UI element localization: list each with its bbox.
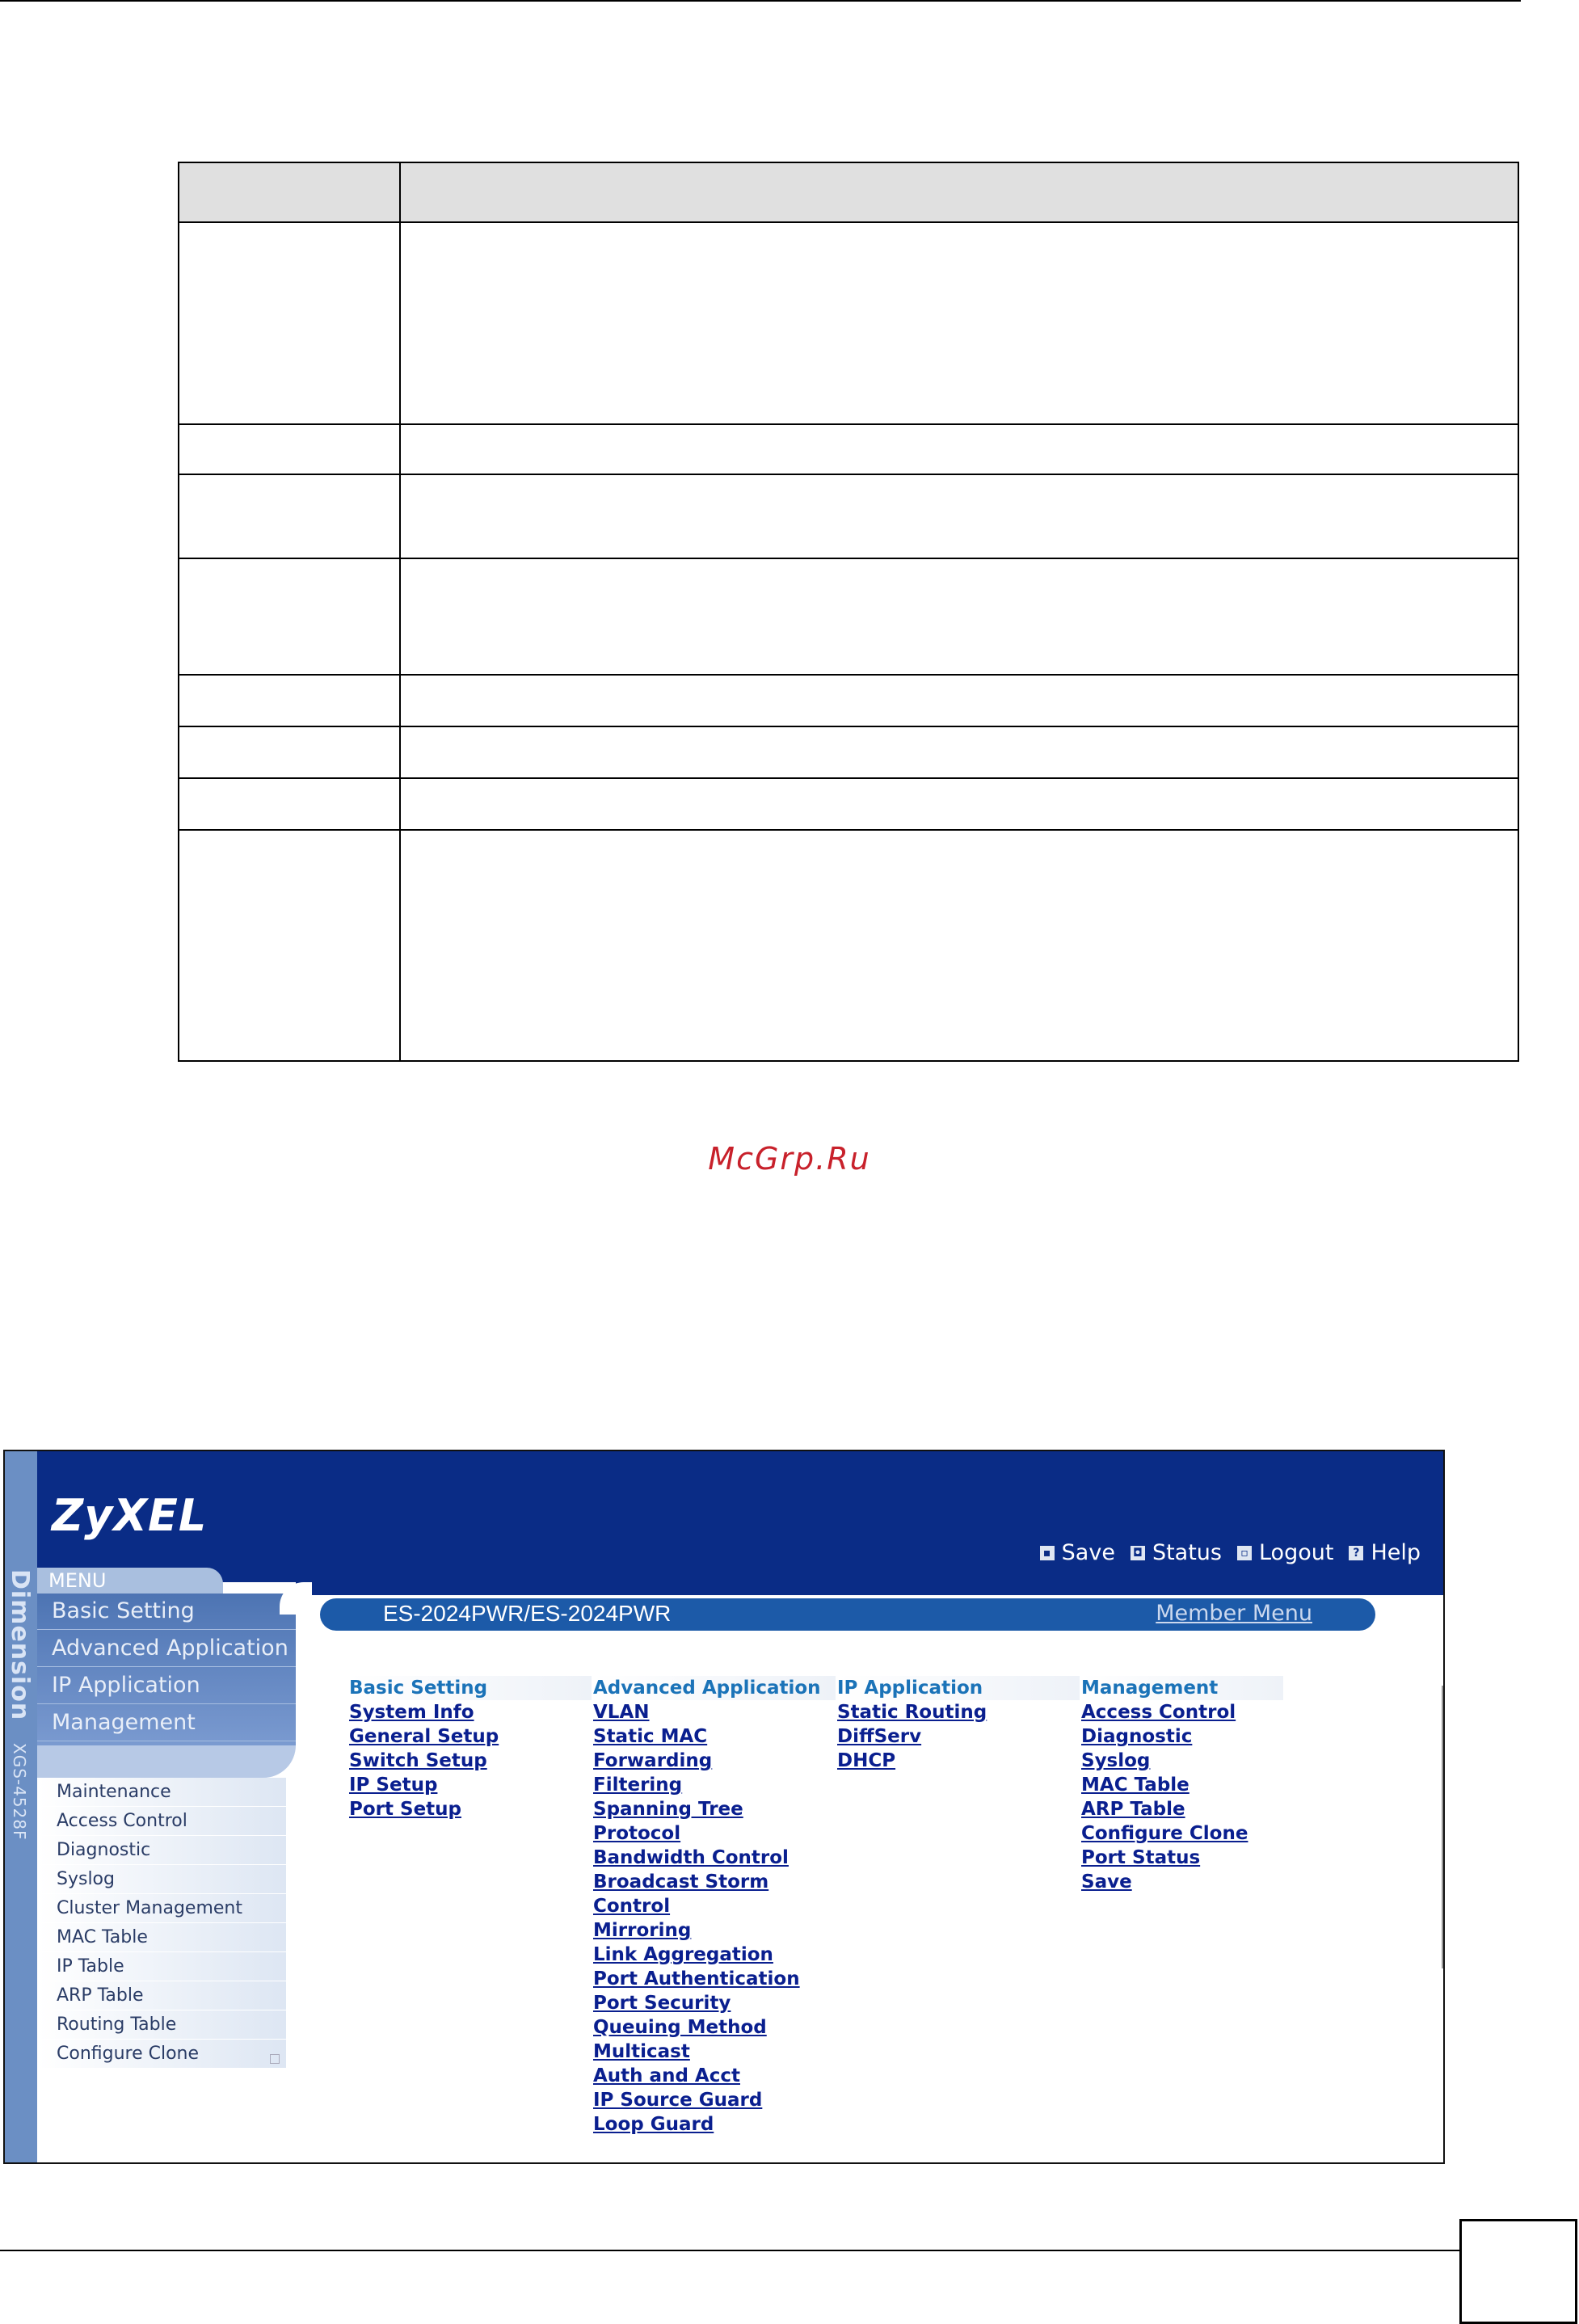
zyxel-logo: ZyXEL [52,1490,208,1541]
resize-grip-icon [270,2054,280,2064]
link-ip-setup[interactable]: IP Setup [349,1775,438,1796]
column-management [1081,1676,1283,1894]
column-advanced-application [593,1676,836,2137]
status-icon: ◘ [1130,1545,1146,1561]
link-dhcp[interactable]: DHCP [837,1750,896,1771]
column-heading: IP Application [837,1676,1080,1700]
web-configurator-screenshot [3,1450,1445,2164]
link-broadcast-storm[interactable]: Broadcast Storm [593,1871,769,1892]
table-row-divider [179,423,1518,425]
help-link[interactable]: ? Help [1348,1540,1421,1565]
link-bandwidth-control[interactable]: Bandwidth Control [593,1847,789,1868]
link-loop-guard[interactable]: Loop Guard [593,2114,714,2135]
content-corner [280,1582,312,1615]
link-syslog[interactable]: Syslog [1081,1750,1151,1771]
link-static-mac[interactable]: Static MAC [593,1726,708,1747]
link-port-authentication[interactable]: Port Authentication [593,1968,800,1989]
link-switch-setup[interactable]: Switch Setup [349,1750,487,1771]
link-port-status[interactable]: Port Status [1081,1847,1201,1868]
link-protocol[interactable]: Protocol [593,1823,681,1844]
help-icon: ? [1348,1545,1364,1561]
submenu-item[interactable]: Cluster Management [39,1894,286,1923]
link-link-aggregation[interactable]: Link Aggregation [593,1944,773,1965]
link-ip-source-guard[interactable]: IP Source Guard [593,2090,763,2111]
top-links [1039,1540,1421,1565]
column-ip-application [837,1676,1080,1773]
logout-link[interactable]: ▫ Logout [1236,1540,1333,1565]
submenu-item[interactable]: Configure Clone [39,2040,286,2069]
logout-icon: ▫ [1236,1545,1253,1561]
table-row-divider [179,777,1518,779]
product-vertical-label [8,1569,34,1840]
submenu-item[interactable]: Syslog [39,1865,286,1894]
menu-advanced-application[interactable]: Advanced Application [37,1631,296,1667]
table-row-divider [179,829,1518,831]
link-filtering[interactable]: Filtering [593,1775,683,1796]
column-heading: Management [1081,1676,1283,1700]
content-top-band [296,1582,1443,1595]
right-divider [1442,1686,1443,1968]
status-link[interactable]: ◘ Status [1130,1540,1222,1565]
link-auth-and-acct[interactable]: Auth and Acct [593,2065,740,2086]
title-bar [320,1598,1375,1631]
link-spanning-tree[interactable]: Spanning Tree [593,1799,743,1820]
submenu-item[interactable]: ARP Table [39,1981,286,2010]
link-general-setup[interactable]: General Setup [349,1726,499,1747]
link-queuing-method[interactable]: Queuing Method [593,2017,767,2038]
submenu-item[interactable]: Diagnostic [39,1836,286,1865]
product-model: XGS-4528F [10,1742,29,1841]
table-row-divider [179,558,1518,559]
page-title: ES-2024PWR/ES-2024PWR [383,1601,672,1626]
link-diagnostic[interactable]: Diagnostic [1081,1726,1193,1747]
save-link[interactable]: ▪ Save [1039,1540,1115,1565]
link-forwarding[interactable]: Forwarding [593,1750,713,1771]
link-mirroring[interactable]: Mirroring [593,1920,692,1941]
link-port-security[interactable]: Port Security [593,1993,731,2014]
link-control[interactable]: Control [593,1896,671,1917]
management-submenu [39,1778,286,2069]
menu-tab: MENU [37,1568,223,1595]
menu-management[interactable]: Management [37,1705,296,1741]
menu-ip-application[interactable]: IP Application [37,1668,296,1704]
empty-document-table [178,162,1519,1062]
table-header-row [179,163,1518,223]
main-menu [37,1594,296,1745]
save-icon: ▪ [1039,1545,1055,1561]
table-row-divider [179,674,1518,676]
member-menu-link[interactable]: Member Menu [1156,1601,1312,1626]
submenu-item[interactable]: Access Control [39,1807,286,1836]
link-save[interactable]: Save [1081,1871,1132,1892]
submenu-item[interactable]: Maintenance [39,1778,286,1807]
link-mac-table[interactable]: MAC Table [1081,1775,1190,1796]
column-heading: Basic Setting [349,1676,592,1700]
top-rule [0,0,1521,2]
column-heading: Advanced Application [593,1676,836,1700]
menu-curve [37,1745,296,1778]
link-access-control[interactable]: Access Control [1081,1702,1236,1723]
link-arp-table[interactable]: ARP Table [1081,1799,1185,1820]
link-static-routing[interactable]: Static Routing [837,1702,987,1723]
menu-basic-setting[interactable]: Basic Setting [37,1594,296,1630]
column-basic-setting [349,1676,592,1821]
submenu-item[interactable]: IP Table [39,1952,286,1981]
submenu-item[interactable]: Routing Table [39,2010,286,2040]
table-column-divider [399,163,401,1060]
link-vlan[interactable]: VLAN [593,1702,650,1723]
table-row-divider [179,474,1518,475]
submenu-item[interactable]: MAC Table [39,1923,286,1952]
link-system-info[interactable]: System Info [349,1702,474,1723]
link-multicast[interactable]: Multicast [593,2041,690,2062]
watermark: McGrp.Ru [708,1141,871,1177]
product-label: Dimension [6,1569,34,1721]
page-number-box [1459,2219,1577,2324]
link-port-setup[interactable]: Port Setup [349,1799,461,1820]
link-diffserv[interactable]: DiffServ [837,1726,922,1747]
bottom-rule [0,2250,1459,2251]
table-row-divider [179,726,1518,727]
link-configure-clone[interactable]: Configure Clone [1081,1823,1248,1844]
